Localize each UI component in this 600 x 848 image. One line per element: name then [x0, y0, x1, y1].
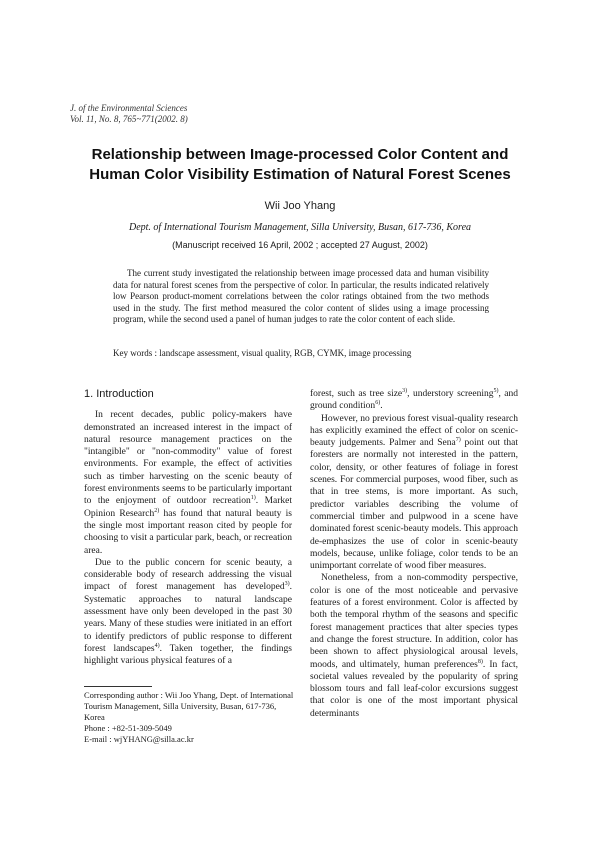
title-line-2: Human Color Visibility Estimation of Natural Forest Scenes [89, 166, 511, 183]
citation-ref: 3) [284, 581, 290, 588]
right-column [310, 388, 518, 720]
citation-ref: 8) [477, 658, 483, 665]
manuscript-dates: (Manuscript received 16 April, 2002 ; accepted 27 August, 2002) [172, 240, 428, 250]
journal-name: J. of the Environmental Sciences [70, 103, 188, 113]
keywords: Key words : landscape assessment, visual quality, RGB, CYMK, image processing [113, 348, 412, 358]
section-heading-introduction: 1. Introduction [84, 388, 154, 400]
footnote-rule [84, 686, 152, 687]
footnote-phone: Phone : +82-51-309-5049 [84, 723, 172, 733]
footnote-email: E-mail : wjYHANG@silla.ac.kr [84, 734, 194, 744]
title-line-1: Relationship between Image-processed Color Content and [91, 146, 509, 163]
intro-paragraph-3: However, no previous forest visual-quality research has explicitly examined the effect of color on scenic-beauty judgements. Palmer and Sena$^{7)}$ point out that foresters are normally not interested in the pattern, color, density, or other features of foliage in forest scenes. For commercial purposes, wood fiber, such as that in tree stems, is more important. As such, predictor variables describing the volume of commercial timber and pulpwood in a scene have dominated forest scenic-beauty models. This approach de-emphasizes the use of color in scenic-beauty models, because, unlike foliage, color tends to be an unimportant correlate of wood fiber measures. [310, 413, 518, 572]
citation-ref: 7) [455, 437, 461, 444]
intro-paragraph-2-continued: forest, such as tree size$^{3)}$, understory screening$^{5)}$, and ground condition$^{6)}$. [310, 387, 519, 412]
citation-ref: 1) [250, 495, 256, 502]
citation-ref: 4) [154, 642, 160, 649]
intro-paragraph-2: Due to the public concern for scenic beauty, a considerable body of research addressing the visual impact of forest management has developed$^{3)}$. Systematic approaches to natural landscape assessment have only been developed in the past 30 years. Many of these studies were initiated in an effort to identify predictors of public response to different forest landscapes$^{4)}$. Taken together, the findings highlight various physical features of a [84, 557, 292, 667]
intro-paragraph-1: In recent decades, public policy-makers have demonstrated an increased interest in the impact of natural resource management practices on the "intangible" or "non-commodity" value of forest environments. For example, the effect of activities such as timber harvesting on the scenic beauty of forest environments seems to be particularly important to the enjoyment of outdoor recreation$^{1)}$. Market Opinion Research$^{2)}$ has found that natural beauty is the single most important reason cited by people for choosing to visit a particular park, beach, or recreation area. [84, 410, 293, 556]
corresponding-author-footnote [84, 690, 294, 745]
citation-ref: 3) [402, 387, 408, 394]
intro-paragraph-4: Nonetheless, from a non-commodity perspective, color is one of the most noticeable and pervasive features of a forest environment. Color is affected by both the temporal rhythm of the seasons and specific forest management practices that alter species types and change the forest structure. In addition, color has been shown to affect physiological arousal levels, moods, and ultimately, human preferences$^{8)}$. In fact, societal values revealed by the popularity of spring blossom tours and fall leaf-color excursions suggest that color is one of the most important physical determinants [310, 573, 518, 719]
citation-ref: 5) [493, 387, 499, 394]
citation-ref: 6) [375, 400, 381, 407]
author-name: Wii Joo Yhang [264, 200, 336, 212]
journal-citation [70, 103, 188, 125]
abstract: The current study investigated the relationship between image processed data and human visibility data for natural forest scenes from the perspective of color. In particular, the results indicated relatively low Pearson product-moment correlations between the color ratings obtained from the two methods used in the study. The first method measured the color content of slides using a image processing program, while the second used a panel of human judges to rate the color content of each slide. [113, 268, 489, 324]
journal-volume: Vol. 11, No. 8, 765~771(2002. 8) [70, 114, 188, 124]
footnote-author: Corresponding author : Wii Joo Yhang, Dept. of International Tourism Management, Silla University, Busan, 617-736, Korea [84, 690, 294, 722]
author-affiliation: Dept. of International Tourism Management, Silla University, Busan, 617-736, Korea [128, 222, 472, 233]
citation-ref: 2) [154, 507, 160, 514]
left-column [84, 388, 292, 668]
paper-title [80, 145, 520, 185]
